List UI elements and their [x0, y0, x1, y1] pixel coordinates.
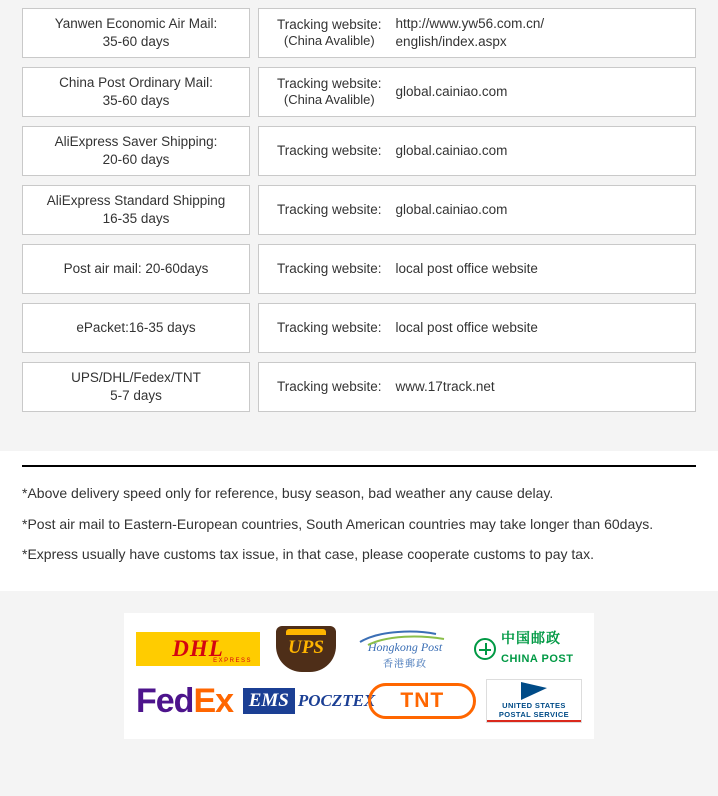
table-row — [22, 362, 696, 412]
tracking-label — [277, 378, 382, 396]
china-post-logo-icon — [474, 629, 582, 669]
usps-eagle-shape — [521, 682, 547, 700]
tracking-url[interactable] — [396, 201, 508, 219]
tracking-cell — [258, 67, 696, 117]
shipping-method-cell — [22, 185, 250, 235]
tracking-url[interactable] — [396, 378, 495, 396]
table-row — [22, 8, 696, 58]
tracking-cell — [258, 244, 696, 294]
china-post-text-group — [501, 630, 573, 667]
method-duration: 35-60 days — [102, 93, 170, 108]
delivery-notes-section — [0, 451, 718, 591]
tracking-label — [277, 319, 382, 337]
tracking-label-text: Tracking website: — [277, 75, 382, 91]
hongkong-post-chinese-text: 香港郵政 — [383, 658, 427, 670]
china-post-wordmark: CHINA POST — [501, 652, 574, 665]
shipping-method-cell — [22, 8, 250, 58]
table-row — [22, 185, 696, 235]
usps-logo-icon — [486, 679, 582, 723]
carrier-logos-section — [0, 591, 718, 749]
dhl-wordmark: DHL — [172, 636, 224, 661]
method-name: ePacket:16-35 days — [76, 319, 196, 335]
tracking-label — [277, 75, 382, 109]
shipping-method-cell — [22, 244, 250, 294]
method-name: AliExpress Standard Shipping — [46, 192, 226, 208]
dhl-express-text: EXPRESS — [213, 657, 252, 664]
method-duration: 35-60 days — [102, 34, 170, 49]
tracking-label-text: Tracking website: — [277, 202, 382, 218]
tracking-url[interactable] — [396, 142, 508, 160]
tracking-label — [277, 201, 382, 219]
note-line: *Express usually have customs tax issue, in that case, please cooperate customs to pay tax. — [22, 546, 594, 562]
method-name: Yanwen Economic Air Mail: — [54, 15, 218, 31]
tracking-label-note: (China Avalible) — [283, 33, 375, 49]
dhl-logo-icon — [136, 632, 260, 666]
tracking-url[interactable] — [396, 319, 538, 337]
tracking-url[interactable] — [396, 15, 545, 50]
table-row — [22, 67, 696, 117]
carrier-logo-row-1 — [136, 623, 582, 675]
method-name: China Post Ordinary Mail: — [59, 74, 213, 90]
tracking-label-text: Tracking website: — [277, 320, 382, 336]
method-name: Post air mail: 20-60days — [63, 260, 209, 276]
tracking-url-line1: http://www.yw56.com.cn/ — [395, 16, 545, 32]
tnt-logo-icon — [368, 683, 476, 719]
method-duration: 5-7 days — [110, 388, 162, 403]
tracking-label-note: (China Avalible) — [283, 92, 375, 108]
shipping-method-cell — [22, 362, 250, 412]
carrier-logo-row-2 — [136, 675, 582, 727]
table-row — [22, 303, 696, 353]
hongkong-post-wordmark: Hongkong Post — [367, 639, 443, 654]
tracking-cell — [258, 8, 696, 58]
shipping-method-cell — [22, 67, 250, 117]
china-post-emblem-icon — [474, 638, 496, 660]
tracking-url-line2: english/index.aspx — [395, 34, 507, 49]
usps-eagle-icon — [487, 680, 581, 700]
ems-pocztex-logo-icon — [243, 684, 376, 718]
china-post-chinese-text: 中国邮政 — [501, 630, 561, 647]
ems-wordmark: EMS — [243, 688, 295, 714]
table-row — [22, 244, 696, 294]
method-name: AliExpress Saver Shipping: — [54, 133, 218, 149]
tracking-cell — [258, 185, 696, 235]
tracking-label — [277, 16, 382, 50]
note-line: *Post air mail to Eastern-European countries, South American countries may take longer than 60days. — [22, 515, 654, 532]
tracking-url-line1: global.cainiao.com — [395, 143, 508, 159]
usps-red-bar — [487, 720, 581, 721]
tracking-label — [277, 142, 382, 160]
ups-logo-icon — [276, 626, 336, 672]
tracking-label-text: Tracking website: — [277, 143, 382, 159]
tracking-url-line1: local post office website — [395, 261, 538, 277]
hongkong-post-swoosh-icon — [358, 628, 452, 646]
tracking-label — [277, 260, 382, 278]
tracking-url[interactable] — [396, 83, 508, 101]
fedex-wordmark-part2: Ex — [193, 681, 234, 720]
note-line: *Above delivery speed only for reference, busy season, bad weather any cause delay. — [22, 485, 554, 501]
pocztex-wordmark: POCZTEX — [297, 690, 376, 710]
tracking-url-line1: www.17track.net — [395, 379, 495, 395]
fedex-wordmark-part1: Fed — [136, 681, 194, 720]
tnt-wordmark: TNT — [400, 688, 445, 712]
usps-wordmark: UNITED STATES POSTAL SERVICE — [498, 700, 570, 719]
tracking-url-line1: local post office website — [395, 320, 538, 336]
notes-top-rule — [22, 465, 696, 467]
shipping-method-cell — [22, 303, 250, 353]
tracking-cell — [258, 303, 696, 353]
method-name: UPS/DHL/Fedex/TNT — [71, 369, 201, 385]
fedex-logo-icon — [136, 681, 234, 720]
tracking-label-text: Tracking website: — [277, 379, 382, 395]
tracking-cell — [258, 362, 696, 412]
tracking-cell — [258, 126, 696, 176]
method-duration: 20-60 days — [102, 152, 170, 167]
table-row — [22, 126, 696, 176]
hongkong-post-logo-icon — [352, 628, 458, 670]
section-divider-gap — [0, 431, 718, 451]
tracking-url-line1: global.cainiao.com — [395, 202, 508, 218]
carrier-logos-panel — [124, 613, 594, 739]
method-duration: 16-35 days — [102, 211, 170, 226]
tracking-label-text: Tracking website: — [277, 261, 382, 277]
tracking-url[interactable] — [396, 260, 538, 278]
tracking-url-line1: global.cainiao.com — [395, 84, 508, 100]
shipping-method-cell — [22, 126, 250, 176]
ups-wordmark: UPS — [288, 636, 324, 658]
tracking-label-text: Tracking website: — [277, 16, 382, 32]
